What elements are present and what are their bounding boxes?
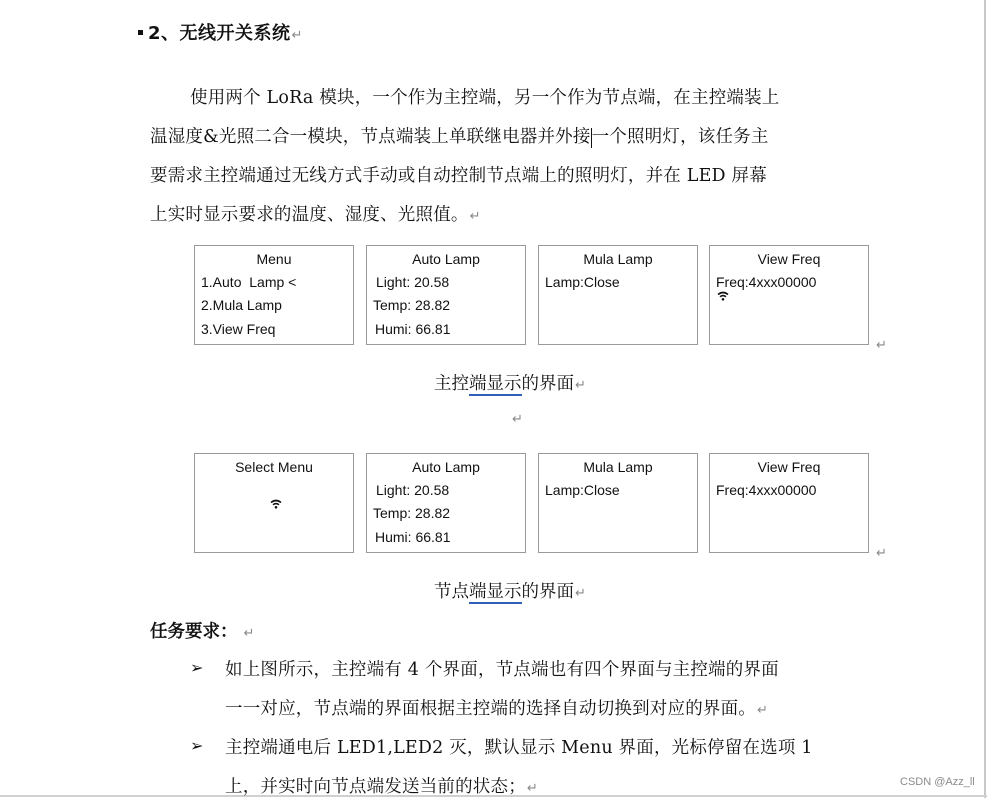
caption-underlined: 端显示 <box>469 374 522 394</box>
intro-line-2b: 一个照明灯，该任务主 <box>591 127 769 147</box>
paragraph-mark-icon: ↵ <box>876 338 887 353</box>
humi-value: Humi: 66.81 <box>375 321 451 337</box>
paragraph-mark-icon: ↵ <box>526 781 538 796</box>
intro-line-4-text: 上实时显示要求的温度、湿度、光照值。 <box>150 205 469 225</box>
lamp-status: Lamp:Close <box>545 274 620 290</box>
section-title: 2、无线开关系统 <box>148 23 291 44</box>
temp-value: Temp: 28.82 <box>373 505 451 521</box>
screen-title: Mula Lamp <box>583 459 653 475</box>
paragraph-mark-icon: ↵ <box>512 412 523 427</box>
intro-line-4 <box>150 201 481 226</box>
task-2-line-2-text: 上，并实时向节点端发送当前的状态； <box>225 777 526 797</box>
screen-title: Select Menu <box>235 459 313 475</box>
temp-value: Temp: 28.82 <box>373 297 451 313</box>
screen-title: View Freq <box>757 459 821 475</box>
intro-line-1: 使用两个 LoRa 模块，一个作为主控端，另一个作为节点端，在主控端装上 <box>190 88 780 108</box>
page-edge-right <box>984 0 986 798</box>
node-caption <box>434 578 586 603</box>
screen-title: Auto Lamp <box>412 251 480 267</box>
paragraph-mark-icon: ↵ <box>575 378 586 393</box>
master-screen-auto-lamp <box>366 245 526 345</box>
master-screen-mula-lamp <box>538 245 698 345</box>
heading-bullet-icon <box>138 30 143 35</box>
node-screen-auto-lamp <box>366 453 526 553</box>
task-2-line-2 <box>225 773 538 798</box>
paragraph-mark-icon: ↵ <box>876 546 887 561</box>
master-screen-view-freq <box>709 245 869 345</box>
paragraph-mark-icon: ↵ <box>575 586 586 601</box>
task-2-line-1: 主控端通电后 LED1,LED2 灭，默认显示 Menu 界面，光标停留在选项 1 <box>225 738 813 758</box>
menu-item-mula-lamp: 2.Mula Lamp <box>201 297 282 313</box>
caption-suffix: 的界面 <box>521 374 574 394</box>
paragraph-mark-icon: ↵ <box>291 28 303 43</box>
paragraph-mark-icon: ↵ <box>469 209 481 224</box>
node-screen-view-freq <box>709 453 869 553</box>
task-heading <box>150 618 254 643</box>
task-1-line-1: 如上图所示，主控端有 4 个界面，节点端也有四个界面与主控端的界面 <box>225 660 779 680</box>
paragraph-mark-icon: ↵ <box>757 703 769 718</box>
light-value: Light: 20.58 <box>376 274 450 290</box>
freq-value: Freq:4xxx00000 <box>716 274 817 290</box>
screen-title: Auto Lamp <box>412 459 480 475</box>
node-screen-mula-lamp <box>538 453 698 553</box>
menu-item-auto-lamp: 1.Auto Lamp < <box>201 274 297 290</box>
master-screen-menu <box>194 245 354 345</box>
master-caption <box>434 370 586 395</box>
caption-suffix: 的界面 <box>521 582 574 602</box>
screen-title: View Freq <box>757 251 821 267</box>
section-heading <box>138 19 303 45</box>
screen-title: Mula Lamp <box>583 251 653 267</box>
caption-prefix: 主控 <box>434 374 469 394</box>
arrow-bullet-icon: ➢ <box>190 658 204 677</box>
task-heading-text: 任务要求： <box>150 622 238 642</box>
light-value: Light: 20.58 <box>376 482 450 498</box>
task-1-line-2 <box>225 695 768 720</box>
menu-item-view-freq: 3.View Freq <box>201 321 276 337</box>
caption-prefix: 节点 <box>434 582 469 602</box>
caption-underlined: 端显示 <box>469 582 522 602</box>
paragraph-mark-icon: ↵ <box>243 626 255 641</box>
watermark: CSDN @Azz_ll <box>900 776 975 788</box>
wifi-icon <box>270 499 282 509</box>
node-screen-select-menu <box>194 453 354 553</box>
wifi-icon <box>717 291 729 301</box>
humi-value: Humi: 66.81 <box>375 529 451 545</box>
lamp-status: Lamp:Close <box>545 482 620 498</box>
screen-title: Menu <box>256 251 292 267</box>
arrow-bullet-icon: ➢ <box>190 736 204 755</box>
task-1-line-2-text: 一一对应，节点端的界面根据主控端的选择自动切换到对应的界面。 <box>225 699 756 719</box>
freq-value: Freq:4xxx00000 <box>716 482 817 498</box>
intro-line-2 <box>150 123 769 148</box>
intro-line-2a: 温湿度&光照二合一模块，节点端装上单联继电器并外接 <box>150 127 591 147</box>
intro-line-3: 要需求主控端通过无线方式手动或自动控制节点端上的照明灯，并在 LED 屏幕 <box>150 166 767 186</box>
